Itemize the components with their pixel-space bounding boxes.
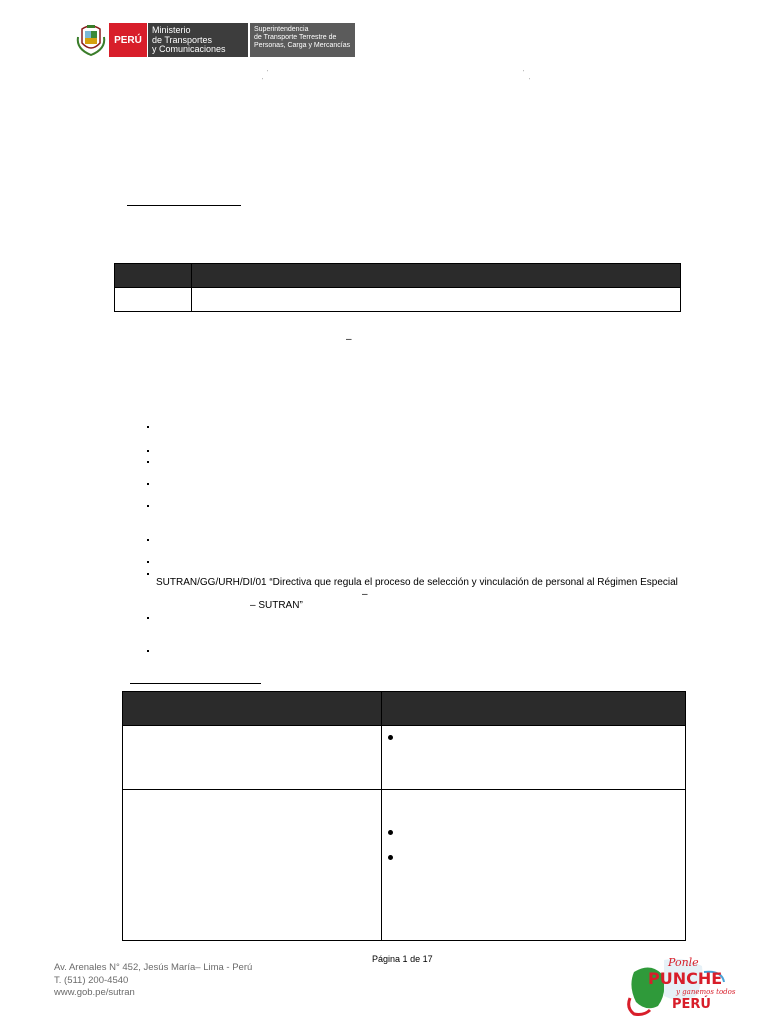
footer-contact xyxy=(54,962,252,1000)
dash-mark: – xyxy=(346,334,352,345)
bullet-marker xyxy=(147,426,149,428)
tick-mark: ˙ xyxy=(529,79,531,85)
campaign-line4: PERÚ xyxy=(672,997,711,1012)
bullet-marker xyxy=(147,539,149,541)
table-header-row xyxy=(123,692,686,726)
table-header-cell xyxy=(382,692,686,726)
tick-mark: ˙ xyxy=(262,79,264,85)
dash-mark: – xyxy=(362,589,368,600)
revision-table xyxy=(114,263,681,312)
table-cell xyxy=(123,790,382,941)
agency-name: Superintendencia de Transporte Terrestre de Personas, Carga y Mercancías xyxy=(250,23,355,57)
footer-address: Av. Arenales N° 452, Jesús María– Lima - Perú xyxy=(54,962,253,973)
table-cell xyxy=(382,726,686,790)
campaign-line3: y ganemos todos xyxy=(676,988,736,996)
table-header-row xyxy=(115,264,681,288)
table-cell xyxy=(123,726,382,790)
bullet-marker xyxy=(147,561,149,563)
page-number: Página 1 de 17 xyxy=(372,954,433,964)
bullet-dot xyxy=(388,830,393,835)
table-row xyxy=(115,288,681,312)
tick-mark: ˙ xyxy=(523,71,525,77)
section-heading-underline xyxy=(130,683,261,684)
header-logo xyxy=(76,23,355,58)
table-row xyxy=(123,726,686,790)
footer-phone: T. (511) 200-4540 xyxy=(54,974,129,986)
campaign-logo xyxy=(624,952,736,1016)
bullet-marker xyxy=(147,483,149,485)
table-cell xyxy=(115,288,192,312)
bullet-marker xyxy=(147,650,149,652)
section-heading-underline xyxy=(127,205,241,206)
bullet-marker xyxy=(147,505,149,507)
peru-brand: PERÚ xyxy=(109,23,147,57)
table-cell xyxy=(192,288,681,312)
footer-website: www.gob.pe/sutran xyxy=(54,987,135,998)
table-header-cell xyxy=(192,264,681,288)
table-row xyxy=(123,790,686,941)
campaign-line2: PUNCHE xyxy=(648,969,723,988)
campaign-line1: Ponle xyxy=(668,956,699,969)
directive-reference: SUTRAN/GG/URH/DI/01 “Directiva que regula el proceso de selección y vinculación de personal al Régimen Especial xyxy=(156,577,678,588)
bullet-dot xyxy=(388,735,393,740)
bullet-marker xyxy=(147,450,149,452)
table-cell xyxy=(382,790,686,941)
table-header-cell xyxy=(115,264,192,288)
coat-of-arms-icon xyxy=(76,23,106,57)
bullet-marker xyxy=(147,461,149,463)
bullet-marker xyxy=(147,573,149,575)
bullet-dot xyxy=(388,855,393,860)
table-header-cell xyxy=(123,692,382,726)
ministry-name: Ministerio de Transportes y Comunicaciones xyxy=(147,23,248,57)
tick-mark: ˙ xyxy=(267,71,269,77)
bullet-marker xyxy=(147,617,149,619)
responsibilities-table xyxy=(122,691,686,941)
directive-reference-end: – SUTRAN” xyxy=(250,600,303,611)
